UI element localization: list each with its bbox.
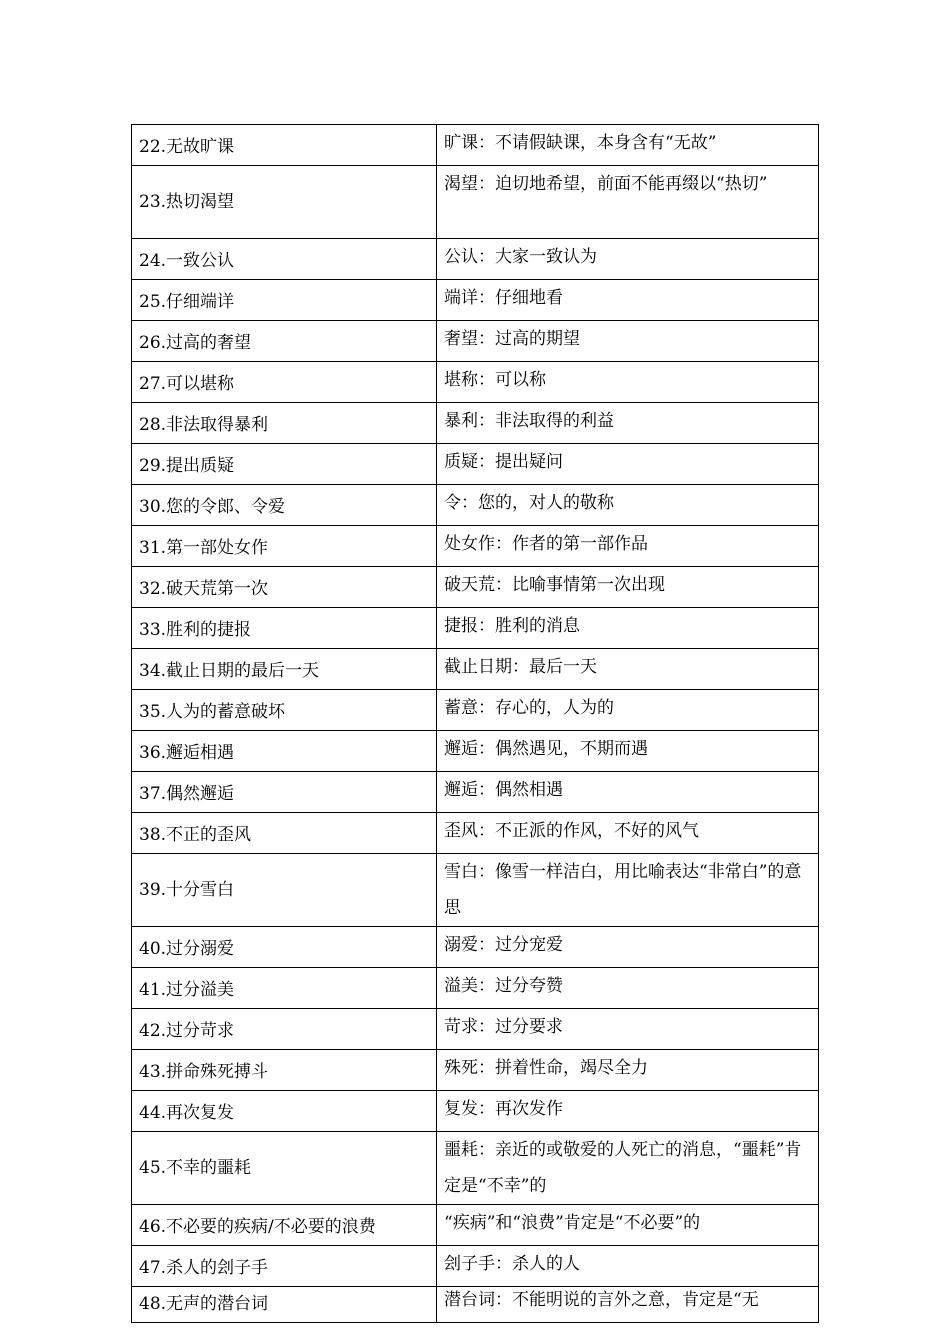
explanation-cell: 雪白：像雪一样洁白，用比喻表达“非常白”的意思 <box>437 854 819 927</box>
term-cell: 28.非法取得暴利 <box>132 403 437 444</box>
term-cell: 34.截止日期的最后一天 <box>132 649 437 690</box>
explanation-cell: 邂逅：偶然相遇 <box>437 772 819 813</box>
term-cell: 27.可以堪称 <box>132 362 437 403</box>
term-cell: 41.过分溢美 <box>132 968 437 1009</box>
table-row <box>132 854 819 927</box>
explanation-cell: 复发：再次发作 <box>437 1091 819 1132</box>
explanation-cell: “疾病”和“浪费”肯定是“不必要”的 <box>437 1205 819 1246</box>
term-cell: 39.十分雪白 <box>132 854 437 927</box>
table-row <box>132 1050 819 1091</box>
explanation-cell: 刽子手：杀人的人 <box>437 1246 819 1287</box>
explanation-cell: 殊死：拼着性命，竭尽全力 <box>437 1050 819 1091</box>
explanation-cell: 令：您的，对人的敬称 <box>437 485 819 526</box>
term-cell: 38.不正的歪风 <box>132 813 437 854</box>
explanation-cell: 端详：仔细地看 <box>437 280 819 321</box>
explanation-cell: 公认：大家一致认为 <box>437 239 819 280</box>
table-row <box>132 485 819 526</box>
explanation-cell: 歪风：不正派的作风，不好的风气 <box>437 813 819 854</box>
table-row <box>132 444 819 485</box>
explanation-cell: 堪称：可以称 <box>437 362 819 403</box>
table-row <box>132 1091 819 1132</box>
term-cell: 36.邂逅相遇 <box>132 731 437 772</box>
term-cell: 48.无声的潜台词 <box>132 1287 437 1323</box>
table-row <box>132 1246 819 1287</box>
term-cell: 30.您的令郎、令爱 <box>132 485 437 526</box>
term-cell: 22.无故旷课 <box>132 125 437 166</box>
table-row <box>132 166 819 239</box>
term-cell: 44.再次复发 <box>132 1091 437 1132</box>
explanation-cell: 溢美：过分夸赞 <box>437 968 819 1009</box>
table-row <box>132 362 819 403</box>
explanation-cell: 蓄意：存心的，人为的 <box>437 690 819 731</box>
term-cell: 26.过高的奢望 <box>132 321 437 362</box>
term-cell: 37.偶然邂逅 <box>132 772 437 813</box>
term-cell: 25.仔细端详 <box>132 280 437 321</box>
term-cell: 46.不必要的疾病/不必要的浪费 <box>132 1205 437 1246</box>
table-row <box>132 403 819 444</box>
table-row <box>132 280 819 321</box>
term-cell: 42.过分苛求 <box>132 1009 437 1050</box>
term-cell: 33.胜利的捷报 <box>132 608 437 649</box>
explanation-cell: 捷报：胜利的消息 <box>437 608 819 649</box>
table-row <box>132 772 819 813</box>
explanation-cell: 苛求：过分要求 <box>437 1009 819 1050</box>
table-row <box>132 1205 819 1246</box>
explanation-cell: 潜台词：不能明说的言外之意，肯定是“无 <box>437 1287 819 1323</box>
explanation-cell: 渴望：迫切地希望，前面不能再缀以“热切” <box>437 166 819 239</box>
term-cell: 31.第一部处女作 <box>132 526 437 567</box>
table-row <box>132 813 819 854</box>
table-row <box>132 1009 819 1050</box>
explanation-cell: 旷课：不请假缺课，本身含有“无故” <box>437 125 819 166</box>
term-cell: 23.热切渴望 <box>132 166 437 239</box>
table-row <box>132 968 819 1009</box>
table-row <box>132 567 819 608</box>
table-row <box>132 526 819 567</box>
explanation-cell: 邂逅：偶然遇见，不期而遇 <box>437 731 819 772</box>
term-cell: 43.拼命殊死搏斗 <box>132 1050 437 1091</box>
vocabulary-table <box>131 124 819 1323</box>
term-cell: 29.提出质疑 <box>132 444 437 485</box>
table-row <box>132 927 819 968</box>
term-cell: 47.杀人的刽子手 <box>132 1246 437 1287</box>
explanation-cell: 暴利：非法取得的利益 <box>437 403 819 444</box>
explanation-cell: 溺爱：过分宠爱 <box>437 927 819 968</box>
term-cell: 40.过分溺爱 <box>132 927 437 968</box>
table-row <box>132 731 819 772</box>
explanation-cell: 处女作：作者的第一部作品 <box>437 526 819 567</box>
explanation-cell: 噩耗：亲近的或敬爱的人死亡的消息，“噩耗”肯定是“不幸”的 <box>437 1132 819 1205</box>
term-cell: 35.人为的蓄意破坏 <box>132 690 437 731</box>
table-row <box>132 608 819 649</box>
explanation-cell: 质疑：提出疑问 <box>437 444 819 485</box>
explanation-cell: 破天荒：比喻事情第一次出现 <box>437 567 819 608</box>
table-row <box>132 690 819 731</box>
table-body <box>132 125 819 1323</box>
table-row <box>132 1132 819 1205</box>
table-row <box>132 239 819 280</box>
term-cell: 24.一致公认 <box>132 239 437 280</box>
table-row <box>132 321 819 362</box>
table-row <box>132 1287 819 1323</box>
table-row <box>132 649 819 690</box>
term-cell: 45.不幸的噩耗 <box>132 1132 437 1205</box>
term-cell: 32.破天荒第一次 <box>132 567 437 608</box>
table-row <box>132 125 819 166</box>
explanation-cell: 截止日期：最后一天 <box>437 649 819 690</box>
explanation-cell: 奢望：过高的期望 <box>437 321 819 362</box>
